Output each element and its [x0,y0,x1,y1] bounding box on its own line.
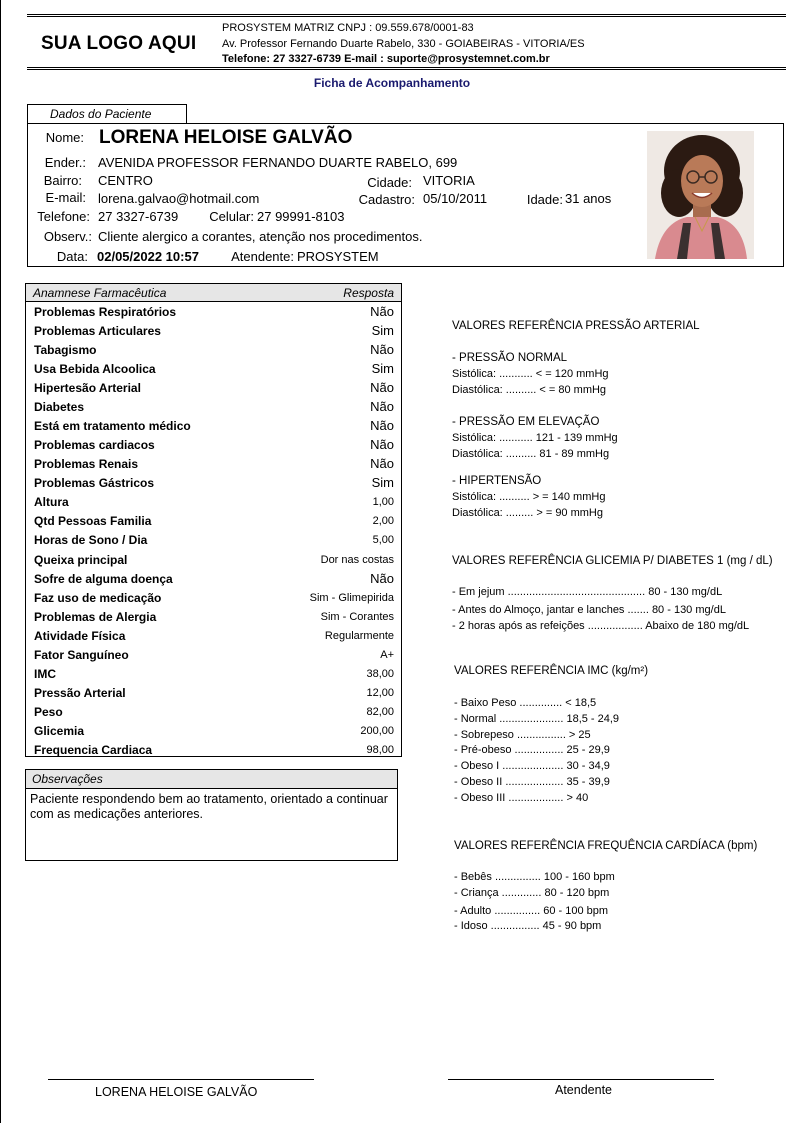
anamnese-row-label: Está em tratamento médico [34,419,191,434]
patient-signature-name: LORENA HELOISE GALVÃO [95,1085,258,1099]
patient-email: lorena.galvao@hotmail.com [98,191,260,206]
anamnese-answer-header: Resposta [343,286,394,300]
patient-phone: 27 3327-6739 [98,209,179,224]
pressure-group-systolic: Sistólica: .......... > = 140 mmHg [452,491,606,503]
anamnese-row-value: Sim - Corantes [320,610,394,623]
header-top-rule [27,14,786,15]
anamnese-row-value: 1,00 [372,496,394,509]
anamnese-row-value: Dor nas costas [320,553,394,566]
header-bottom-rule-2 [27,69,786,70]
anamnese-header [25,283,402,302]
patient-section-tab: Dados do Paciente [27,104,187,123]
imc-ref-line: - Obeso I .................... 30 - 34,9 [454,760,610,773]
page-left-border [0,0,1,1123]
anamnese-row-label: Problemas cardiacos [34,438,155,453]
patient-date: 02/05/2022 10:57 [97,249,199,264]
patient-signature-line [48,1079,314,1080]
anamnese-row-label: Problemas de Alergia [34,609,157,624]
patient-district: CENTRO [98,173,153,188]
anamnese-row-value: 98,00 [366,743,394,756]
anamnese-row-label: Diabetes [34,400,85,415]
email-label: E-mail: [45,190,86,205]
anamnese-row-label: Horas de Sono / Dia [34,533,148,548]
mobile-label: Celular: [209,209,254,224]
attendant-label: Atendente: [231,249,294,264]
company-line: PROSYSTEM MATRIZ CNPJ : 09.559.678/0001-83 [222,22,474,34]
anamnese-title: Anamnese Farmacêutica [33,286,167,300]
patient-mobile: 27 99991-8103 [257,209,345,224]
anamnese-row-label: Problemas Articulares [34,324,161,339]
anamnese-row-value: Não [370,570,394,586]
address-label: Ender.: [44,155,86,170]
header-top-rule-2 [27,16,786,17]
glycemia-ref-title: VALORES REFERÊNCIA GLICEMIA P/ DIABETES 1 (mg / dL) [452,555,773,567]
anamnese-row-value: Não [370,304,394,319]
anamnese-row-label: Pressão Arterial [34,685,126,700]
header-bottom-rule [27,67,786,68]
heart-ref-line: - Criança ............. 80 - 120 bpm [454,887,610,899]
anamnese-row-value: 82,00 [366,705,394,718]
imc-ref-title: VALORES REFERÊNCIA IMC (kg/m²) [454,665,649,677]
anamnese-row-value: Sim [371,361,394,377]
anamnese-row-value: Não [370,456,394,472]
anamnese-row-value: A+ [380,648,394,661]
anamnese-row-label: Problemas Renais [34,457,139,472]
patient-age: 31 anos [565,191,612,206]
registered-label: Cadastro: [358,192,415,207]
city-label: Cidade: [367,175,412,190]
glycemia-ref-line: - 2 horas após as refeições .................. Abaixo de 180 mg/dL [452,620,750,632]
anamnese-row-label: Frequencia Cardiaca [34,742,153,757]
imc-ref-line: - Obeso III .................. > 40 [454,791,589,804]
anamnese-row-value: 2,00 [372,515,394,528]
anamnese-row-value: Sim [371,323,394,339]
pressure-group-diastolic: Diastólica: .......... < = 80 mmHg [452,384,607,396]
pressure-group-diastolic: Diastólica: .......... 81 - 89 mmHg [452,448,610,460]
imc-ref-line: - Obeso II ................... 35 - 39,9 [454,776,610,788]
document-title: Ficha de Acompanhamento [313,76,471,90]
company-logo-text: SUA LOGO AQUI [41,33,197,54]
pressure-group-heading: - HIPERTENSÃO [452,475,542,487]
anamnese-row-value: 200,00 [360,724,394,737]
phone-label: Telefone: [37,209,90,224]
imc-ref-line: - Baixo Peso .............. < 18,5 [454,697,597,709]
anamnese-row-label: Hipertesão Arterial [34,381,141,396]
anamnese-row-value: Não [370,380,394,396]
anamnese-row-label: Usa Bebida Alcoolica [34,362,156,377]
patient-address: AVENIDA PROFESSOR FERNANDO DUARTE RABELO, 699 [98,155,458,170]
anamnese-row-value: Não [370,342,394,358]
attendant-signature-name: Atendente [555,1083,612,1097]
anamnese-row-label: Qtd Pessoas Familia [34,514,152,529]
patient-attendant: PROSYSTEM [297,249,379,264]
anamnese-row-label: Faz uso de medicação [34,590,162,605]
pressure-ref-title: VALORES REFERÊNCIA PRESSÃO ARTERIAL [452,320,700,332]
glycemia-ref-line: - Em jejum ............................................. 80 - 130 mg/dL [452,586,723,598]
anamnese-row-label: Atividade Física [34,628,126,643]
heart-ref-title: VALORES REFERÊNCIA FREQUÊNCIA CARDÍACA (bpm) [454,840,758,852]
heart-ref-line: - Bebês ............... 100 - 160 bpm [454,871,615,883]
pressure-group-diastolic: Diastólica: ......... > = 90 mmHg [452,507,603,519]
district-label: Bairro: [43,173,82,188]
anamnese-row-label: Sofre de alguma doença [34,571,173,586]
pressure-group-heading: - PRESSÃO EM ELEVAÇÃO [452,416,600,428]
anamnese-row-value: Não [370,437,394,453]
heart-ref-line: - Idoso ................ 45 - 90 bpm [454,920,602,932]
patient-notes: Cliente alergico a corantes, atenção nos procedimentos. [98,229,423,244]
anamnese-row-label: Fator Sanguíneo [34,647,129,662]
observations-text: Paciente respondendo bem ao tratamento, orientado a continuar com as medicações anteriores. [25,789,398,861]
anamnese-row-value: 5,00 [372,534,394,547]
anamnese-row-value: 12,00 [366,686,394,699]
imc-ref-line: - Sobrepeso ................ > 25 [454,728,591,741]
company-address: Av. Professor Fernando Duarte Rabelo, 330 - GOIABEIRAS - VITORIA/ES [222,38,585,50]
patient-registered: 05/10/2011 [423,191,488,206]
age-label: Idade: [526,192,563,207]
anamnese-row-label: Altura [34,495,69,510]
anamnese-row-label: Problemas Gástricos [34,476,155,491]
patient-city: VITORIA [423,173,475,188]
imc-ref-line: - Normal ..................... 18,5 - 24,9 [454,712,620,725]
anamnese-row-value: 38,00 [366,667,394,680]
notes-label: Observ.: [43,229,92,244]
anamnese-row-label: Glicemia [34,723,85,738]
anamnese-row-label: Queixa principal [34,552,128,567]
anamnese-row-value: Não [370,418,394,434]
imc-ref-line: - Pré-obeso ................ 25 - 29,9 [454,744,610,757]
anamnese-row-label: Tabagismo [34,343,97,358]
anamnese-row-label: IMC [34,666,56,681]
anamnese-row-value: Não [370,399,394,415]
pressure-group-heading: - PRESSÃO NORMAL [452,352,568,364]
patient-photo [647,131,754,259]
heart-ref-line: - Adulto ............... 60 - 100 bpm [454,905,609,917]
anamnese-row-value: Sim - Glimepirida [309,591,394,604]
name-label: Nome: [45,130,84,145]
anamnese-row-value: Sim [371,475,394,491]
anamnese-row-label: Peso [34,704,63,719]
date-label: Data: [56,249,88,264]
anamnese-row-label: Problemas Respiratórios [34,305,177,319]
glycemia-ref-line: - Antes do Almoço, jantar e lanches ....... 80 - 130 mg/dL [452,604,726,616]
observations-header: Observações [25,769,398,789]
company-contact: Telefone: 27 3327-6739 E-mail : suporte@prosystemnet.com.br [222,53,550,65]
patient-name: LORENA HELOISE GALVÃO [99,127,353,148]
anamnese-row-value: Regularmente [324,629,394,642]
attendant-signature-line [448,1079,714,1080]
pressure-group-systolic: Sistólica: ........... 121 - 139 mmHg [452,432,618,444]
pressure-group-systolic: Sistólica: ........... < = 120 mmHg [452,368,609,380]
patient-photo-illustration [647,131,754,259]
